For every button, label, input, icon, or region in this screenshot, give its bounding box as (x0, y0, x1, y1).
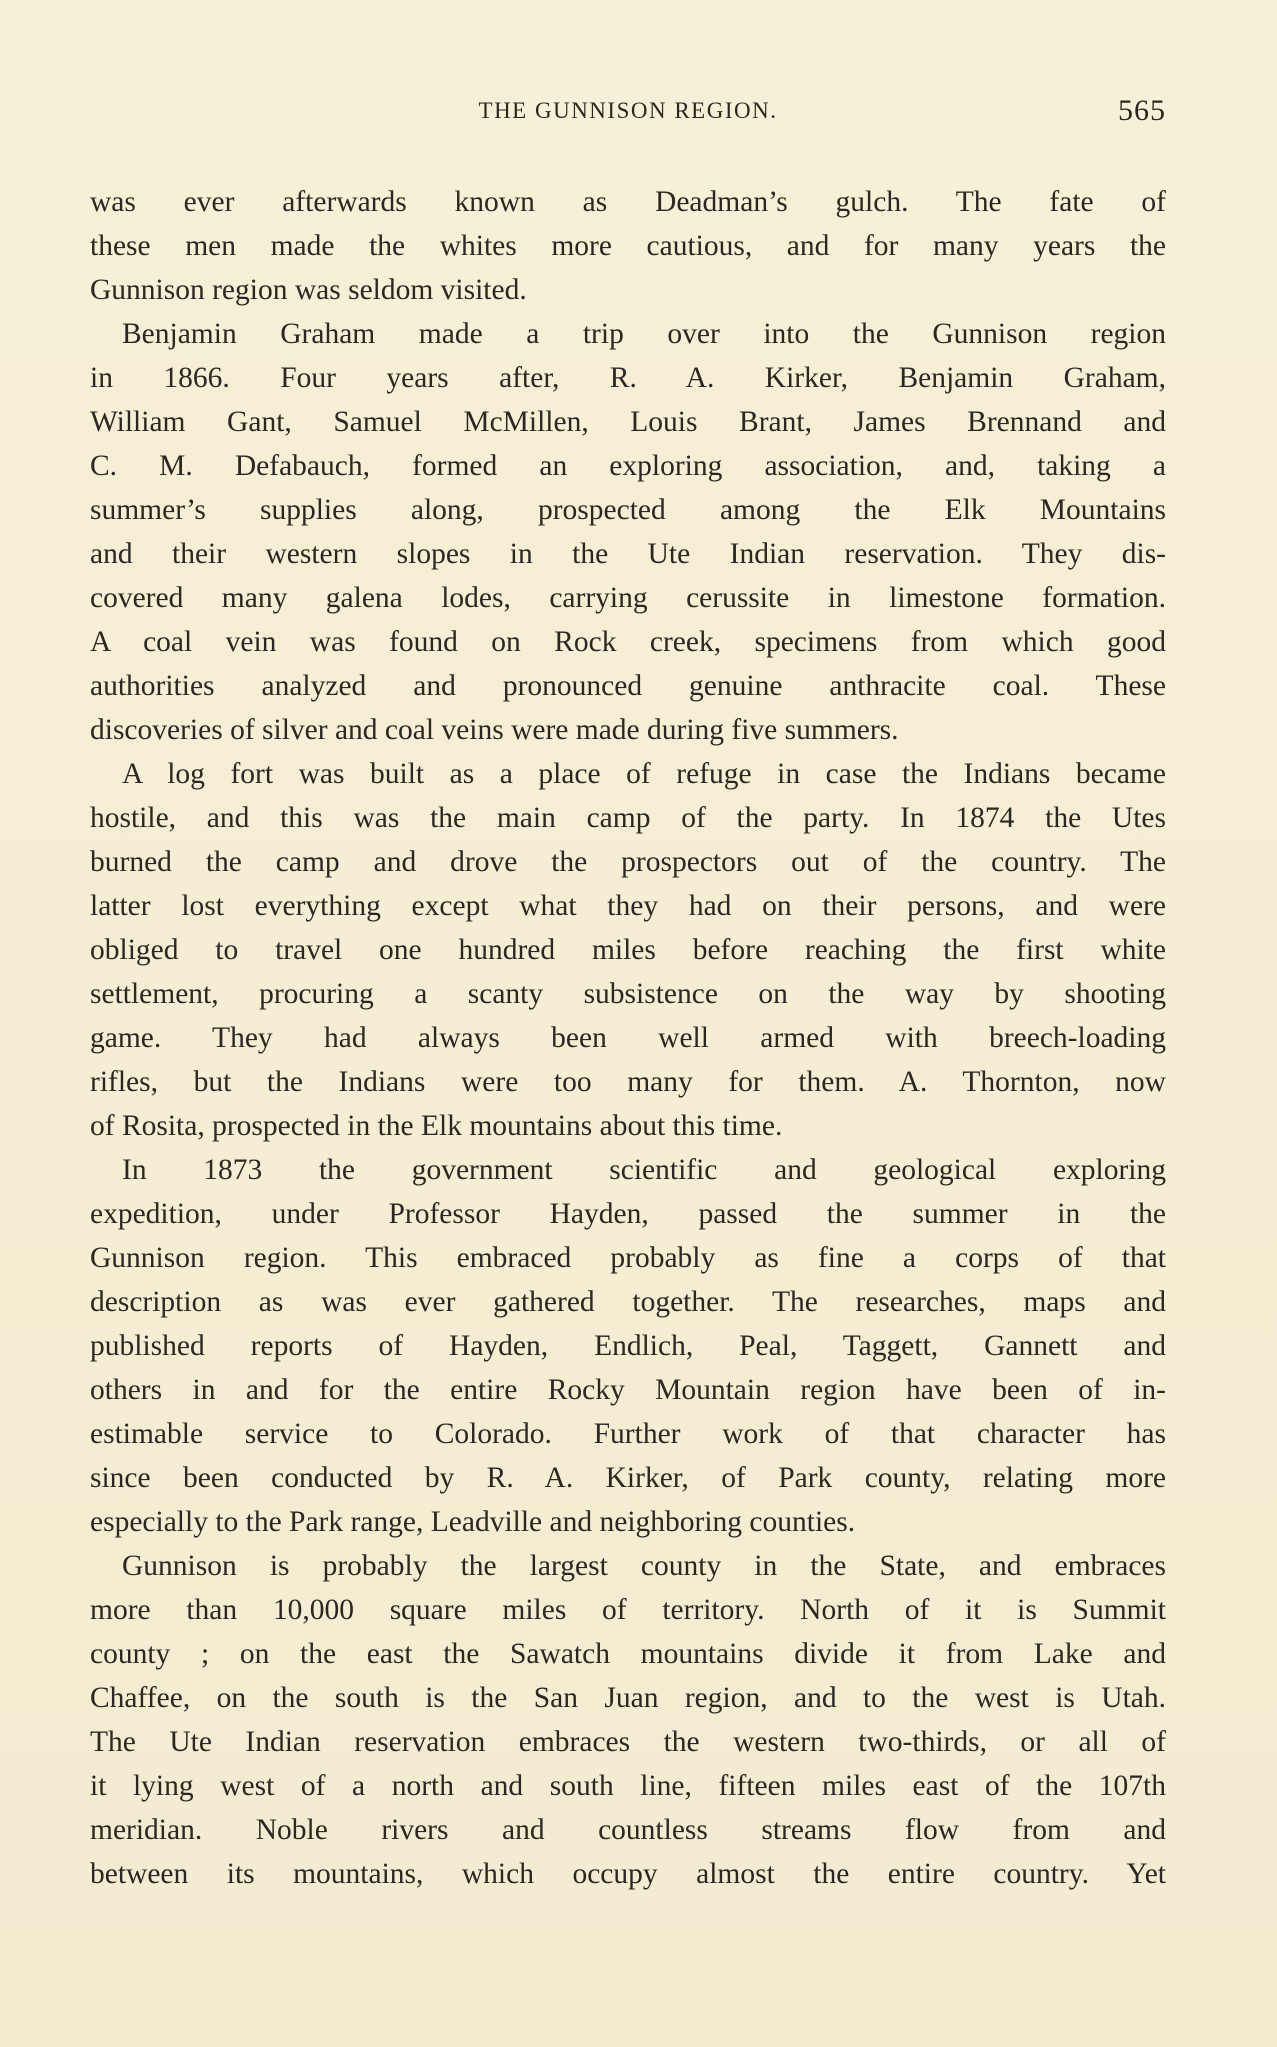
text-line: discoveries of silver and coal veins were made during five summers. (90, 714, 899, 746)
text-line: since been conducted by R. A. Kirker, of Park county, relating more (90, 1462, 1166, 1494)
text-line: especially to the Park range, Leadville and neighboring counties. (90, 1506, 856, 1538)
text-line: Gunnison region. This embraced probably as fine a corps of that (90, 1242, 1166, 1274)
text-line: authorities analyzed and pronounced genuine anthracite coal. These (90, 670, 1166, 702)
text-line: and their western slopes in the Ute Indian reservation. They dis- (90, 538, 1166, 570)
text-line: Gunnison is probably the largest county in the State, and embraces (122, 1550, 1166, 1582)
text-line: A log fort was built as a place of refuge in case the Indians became (122, 758, 1166, 790)
text-line: between its mountains, which occupy almost the entire country. Yet (90, 1858, 1166, 1890)
text-line: The Ute Indian reservation embraces the western two-thirds, or all of (90, 1726, 1166, 1758)
text-line: these men made the whites more cautious, and for many years the (90, 230, 1166, 262)
text-line: others in and for the entire Rocky Mountain region have been of in- (90, 1374, 1166, 1406)
text-line: Benjamin Graham made a trip over into the Gunnison region (122, 318, 1166, 350)
text-line: published reports of Hayden, Endlich, Peal, Taggett, Gannett and (90, 1330, 1166, 1362)
text-line: covered many galena lodes, carrying cerussite in limestone formation. (90, 582, 1166, 614)
page-number: 565 (1118, 94, 1166, 127)
text-line: In 1873 the government scientific and geological exploring (122, 1154, 1166, 1186)
text-line: meridian. Noble rivers and countless streams flow from and (90, 1814, 1166, 1846)
body-text (90, 180, 1166, 1896)
text-line: Chaffee, on the south is the San Juan region, and to the west is Utah. (90, 1682, 1166, 1714)
paragraph (90, 180, 1166, 312)
paragraph (90, 1148, 1166, 1544)
running-head (90, 94, 1166, 134)
text-line: obliged to travel one hundred miles before reaching the first white (90, 934, 1166, 966)
text-line: rifles, but the Indians were too many for them. A. Thornton, now (90, 1066, 1166, 1098)
text-line: more than 10,000 square miles of territory. North of it is Summit (90, 1594, 1166, 1626)
text-line: was ever afterwards known as Deadman’s gulch. The fate of (90, 186, 1166, 218)
text-line: burned the camp and drove the prospectors out of the country. The (90, 846, 1166, 878)
text-line: it lying west of a north and south line, fifteen miles east of the 107th (90, 1770, 1166, 1802)
text-line: expedition, under Professor Hayden, passed the summer in the (90, 1198, 1166, 1230)
paragraph (90, 752, 1166, 1148)
text-line: hostile, and this was the main camp of the party. In 1874 the Utes (90, 802, 1166, 834)
text-line: settlement, procuring a scanty subsistence on the way by shooting (90, 978, 1166, 1010)
text-line: game. They had always been well armed with breech-loading (90, 1022, 1166, 1054)
text-line: Gunnison region was seldom visited. (90, 274, 527, 306)
text-line: estimable service to Colorado. Further work of that character has (90, 1418, 1166, 1450)
text-line: of Rosita, prospected in the Elk mountains about this time. (90, 1110, 783, 1142)
text-line: A coal vein was found on Rock creek, specimens from which good (90, 626, 1166, 658)
paragraph (90, 1544, 1166, 1896)
text-line: description as was ever gathered together. The researches, maps and (90, 1286, 1166, 1318)
text-line: in 1866. Four years after, R. A. Kirker, Benjamin Graham, (90, 362, 1166, 394)
paragraph (90, 312, 1166, 752)
text-line: William Gant, Samuel McMillen, Louis Brant, James Brennand and (90, 406, 1166, 438)
text-line: county ; on the east the Sawatch mountains divide it from Lake and (90, 1638, 1166, 1670)
text-line: C. M. Defabauch, formed an exploring association, and, taking a (90, 450, 1166, 482)
running-title: THE GUNNISON REGION. (478, 98, 778, 123)
text-line: summer’s supplies along, prospected among the Elk Mountains (90, 494, 1166, 526)
text-line: latter lost everything except what they had on their persons, and were (90, 890, 1166, 922)
